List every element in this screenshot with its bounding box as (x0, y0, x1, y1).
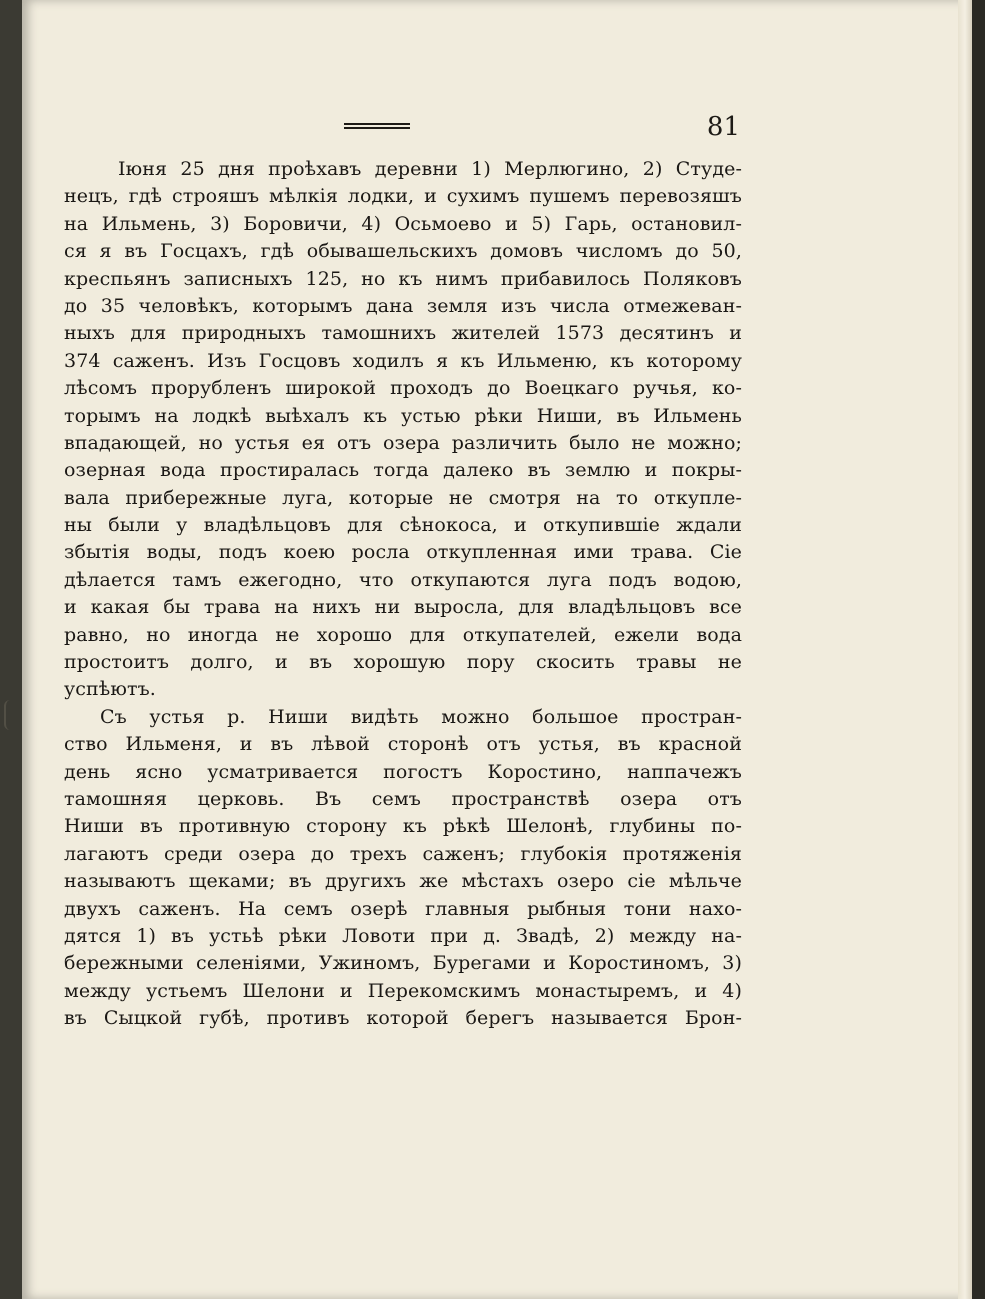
text-line: въ Сыцкой губѣ, противъ которой берегъ называется Брон- (64, 1007, 742, 1030)
scan-frame-right (972, 0, 985, 1299)
text-line: на Ильмень, 3) Боровичи, 4) Осьмоево и 5) Гарь, остановил- (64, 212, 742, 235)
text-line: день ясно усматривается погостъ Коростино, наппачежъ (64, 760, 742, 783)
text-line: нецъ, гдѣ строяшъ мѣлкія лодки, и сухимъ пушемъ перевозяшъ (64, 185, 742, 208)
text-line: между устьемъ Шелони и Перекомскимъ монастыремъ, и 4) (64, 979, 742, 1002)
scan-frame-left (0, 0, 22, 1299)
text-line: до 35 человѣкъ, которымъ дана земля изъ числа отмежеван- (64, 294, 742, 317)
text-line: ны были у владѣльцовъ для сѣнокоса, и откупившіе ждали (64, 514, 742, 537)
text-line: лагаютъ среди озера до трехъ саженъ; глубокія протяженія (64, 842, 742, 865)
text-line: 374 саженъ. Изъ Госцовъ ходилъ я къ Ильменю, къ которому (64, 349, 742, 372)
text-line: тамошняя церковь. Въ семъ пространствѣ озера отъ (64, 787, 742, 810)
text-line: Съ устья р. Ниши видѣть можно большое простран- (100, 705, 742, 728)
page-number: 81 (706, 112, 740, 142)
text-line: озерная вода простиралась тогда далеко въ землю и покры- (64, 459, 742, 482)
text-line: лѣсомъ прорубленъ широкой проходъ до Воецкаго ручья, ко- (64, 377, 742, 400)
header-rule (344, 123, 410, 133)
text-line: успѣютъ. (64, 678, 156, 701)
text-line: вала прибережные луга, которые не смотря на то откупле- (64, 486, 742, 509)
text-line: равно, но иногда не хорошо для откупателей, ежели вода (64, 623, 742, 646)
text-line: Іюня 25 дня проѣхавъ деревни 1) Мерлюгино, 2) Студе- (118, 158, 742, 180)
text-line: збытія воды, подъ коею росла откупленная ими трава. Сіе (64, 541, 742, 564)
text-line: двухъ саженъ. На семъ озерѣ главныя рыбныя тони нахо- (64, 897, 742, 920)
text-line: креспьянъ записныхъ 125, но къ нимъ прибавилось Поляковъ (64, 267, 742, 290)
page-edge (958, 0, 972, 1299)
text-line: дятся 1) въ устьѣ рѣки Ловоти при д. Звадѣ, 2) между на- (64, 924, 742, 947)
text-line: называютъ щеками; въ другихъ же мѣстахъ озеро сіе мѣльче (64, 870, 742, 893)
text-line: ныхъ для природныхъ тамошнихъ жителей 1573 десятинъ и (64, 322, 742, 345)
text-line: простоитъ долго, и въ хорошую пору скосить травы не (64, 651, 742, 674)
text-line: впадающей, но устья ея отъ озера различить было не можно; (64, 431, 742, 454)
margin-mark (4, 700, 16, 730)
text-line: и какая бы трава на нихъ ни выросла, для владѣльцовъ все (64, 596, 742, 619)
text-line: Ниши въ противную сторону къ рѣкѣ Шелонѣ, глубины по- (64, 815, 742, 838)
text-line: торымъ на лодкѣ выѣхалъ къ устью рѣки Ниши, въ Ильмень (64, 404, 742, 427)
text-line: бережными селеніями, Ужиномъ, Бурегами и Коростиномъ, 3) (64, 952, 742, 975)
text-line: ство Ильменя, и въ лѣвой сторонѣ отъ устья, въ красной (64, 733, 742, 756)
text-line: дѣлается тамъ ежегодно, что откупаются луга подъ водою, (64, 568, 742, 591)
body-text (64, 156, 742, 1033)
text-line: ся я въ Госцахъ, гдѣ обывашельскихъ домовъ числомъ до 50, (64, 240, 742, 263)
